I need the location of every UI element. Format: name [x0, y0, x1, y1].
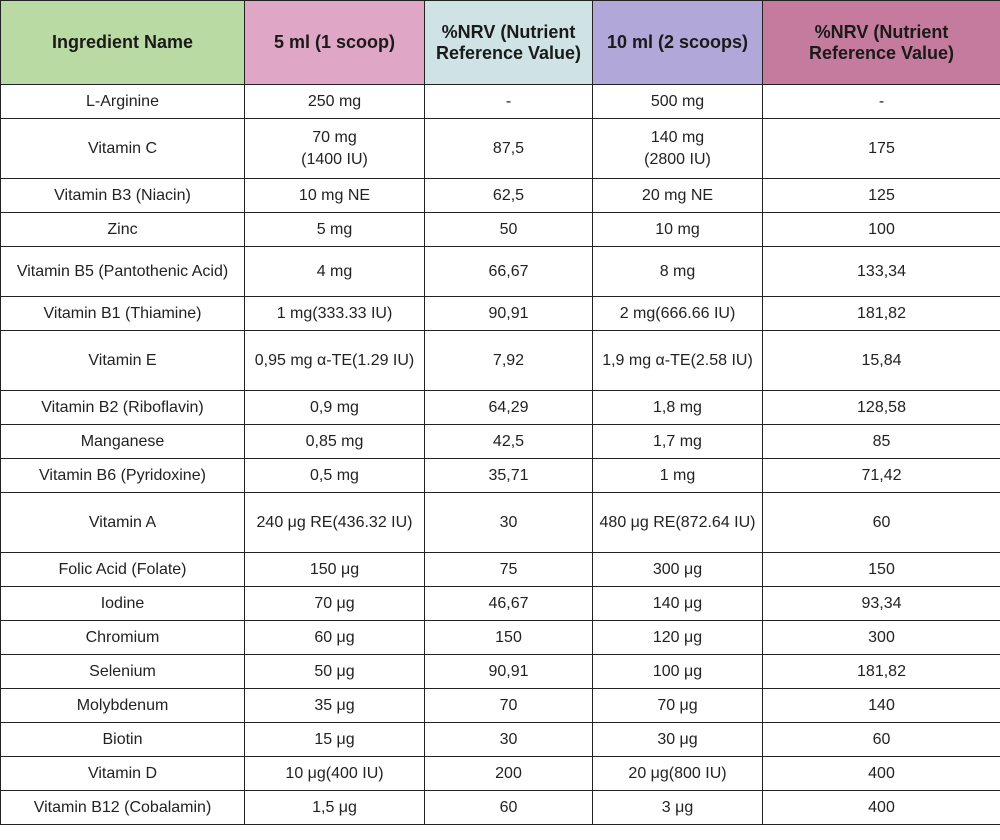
table-row [1, 425, 1000, 459]
dose-10ml-cell: 120 μg [593, 621, 763, 655]
dose-5ml-cell: 70 μg [245, 587, 425, 621]
dose-10ml-cell: 3 μg [593, 791, 763, 825]
nrv-10ml-cell: 150 [763, 553, 1000, 587]
dose-5ml-cell: 1,5 μg [245, 791, 425, 825]
table-row [1, 791, 1000, 825]
dose-5ml-cell: 50 μg [245, 655, 425, 689]
nrv-5ml-cell: 90,91 [425, 655, 593, 689]
ingredient-cell: Vitamin B6 (Pyridoxine) [1, 459, 245, 493]
header-5ml: 5 ml (1 scoop) [245, 1, 425, 85]
ingredient-cell: L-Arginine [1, 85, 245, 119]
nrv-10ml-cell: 300 [763, 621, 1000, 655]
dose-5ml-cell: 250 mg [245, 85, 425, 119]
nrv-10ml-cell: 85 [763, 425, 1000, 459]
nrv-10ml-cell: 60 [763, 493, 1000, 553]
ingredient-cell: Biotin [1, 723, 245, 757]
ingredient-cell: Molybdenum [1, 689, 245, 723]
table-row [1, 179, 1000, 213]
dose-5ml-cell: 35 μg [245, 689, 425, 723]
ingredient-cell: Manganese [1, 425, 245, 459]
nrv-5ml-cell: 70 [425, 689, 593, 723]
dose-10ml-cell: 300 μg [593, 553, 763, 587]
dose-10ml-cell: 2 mg(666.66 IU) [593, 297, 763, 331]
nrv-5ml-cell: 30 [425, 723, 593, 757]
table-row [1, 119, 1000, 179]
dose-10ml-cell: 140 μg [593, 587, 763, 621]
ingredient-cell: Vitamin D [1, 757, 245, 791]
ingredient-cell: Vitamin B2 (Riboflavin) [1, 391, 245, 425]
dose-10ml-cell: 10 mg [593, 213, 763, 247]
dose-5ml-cell: 10 mg NE [245, 179, 425, 213]
table-row [1, 459, 1000, 493]
table-row [1, 757, 1000, 791]
ingredient-cell: Chromium [1, 621, 245, 655]
dose-10ml-cell: 1,7 mg [593, 425, 763, 459]
table-row [1, 723, 1000, 757]
ingredient-cell: Zinc [1, 213, 245, 247]
ingredient-cell: Folic Acid (Folate) [1, 553, 245, 587]
nrv-10ml-cell: 400 [763, 757, 1000, 791]
nrv-10ml-cell: 175 [763, 119, 1000, 179]
ingredient-cell: Vitamin A [1, 493, 245, 553]
dose-5ml-cell: 10 μg(400 IU) [245, 757, 425, 791]
dose-10ml-cell: 1 mg [593, 459, 763, 493]
nrv-10ml-cell: 400 [763, 791, 1000, 825]
dose-10ml-cell: 1,9 mg α-TE(2.58 IU) [593, 331, 763, 391]
nrv-10ml-cell: 93,34 [763, 587, 1000, 621]
nrv-5ml-cell: 60 [425, 791, 593, 825]
dose-10ml-cell: 20 μg(800 IU) [593, 757, 763, 791]
header-row [1, 1, 1000, 85]
dose-5ml-cell: 4 mg [245, 247, 425, 297]
table-row [1, 621, 1000, 655]
nrv-5ml-cell: 62,5 [425, 179, 593, 213]
nrv-5ml-cell: 50 [425, 213, 593, 247]
nrv-5ml-cell: 90,91 [425, 297, 593, 331]
nrv-5ml-cell: 64,29 [425, 391, 593, 425]
dose-10ml-cell: 8 mg [593, 247, 763, 297]
header-ingredient-name: Ingredient Name [1, 1, 245, 85]
table-row [1, 213, 1000, 247]
nrv-5ml-cell: 46,67 [425, 587, 593, 621]
nrv-5ml-cell: 66,67 [425, 247, 593, 297]
table-body [1, 85, 1000, 825]
header-nrv-5ml: %NRV (Nutrient Reference Value) [425, 1, 593, 85]
nrv-10ml-cell: 125 [763, 179, 1000, 213]
table-row [1, 689, 1000, 723]
dose-10ml-cell: 20 mg NE [593, 179, 763, 213]
table-row [1, 655, 1000, 689]
nrv-10ml-cell: - [763, 85, 1000, 119]
dose-5ml-cell: 70 mg (1400 IU) [245, 119, 425, 179]
nrv-10ml-cell: 140 [763, 689, 1000, 723]
dose-5ml-cell: 0,85 mg [245, 425, 425, 459]
dose-10ml-cell: 100 μg [593, 655, 763, 689]
dose-5ml-cell: 0,5 mg [245, 459, 425, 493]
table-row [1, 553, 1000, 587]
nrv-5ml-cell: 75 [425, 553, 593, 587]
dose-5ml-cell: 0,95 mg α-TE(1.29 IU) [245, 331, 425, 391]
nrv-5ml-cell: 30 [425, 493, 593, 553]
table-row [1, 85, 1000, 119]
ingredient-cell: Vitamin E [1, 331, 245, 391]
ingredient-cell: Vitamin B1 (Thiamine) [1, 297, 245, 331]
nrv-10ml-cell: 15,84 [763, 331, 1000, 391]
nrv-10ml-cell: 128,58 [763, 391, 1000, 425]
dose-5ml-cell: 0,9 mg [245, 391, 425, 425]
dose-5ml-cell: 150 μg [245, 553, 425, 587]
nrv-10ml-cell: 100 [763, 213, 1000, 247]
nrv-5ml-cell: 42,5 [425, 425, 593, 459]
header-nrv-10ml: %NRV (Nutrient Reference Value) [763, 1, 1000, 85]
ingredient-cell: Selenium [1, 655, 245, 689]
nrv-5ml-cell: 7,92 [425, 331, 593, 391]
dose-10ml-cell: 140 mg (2800 IU) [593, 119, 763, 179]
nrv-5ml-cell: 35,71 [425, 459, 593, 493]
header-10ml: 10 ml (2 scoops) [593, 1, 763, 85]
dose-10ml-cell: 500 mg [593, 85, 763, 119]
ingredient-cell: Vitamin B12 (Cobalamin) [1, 791, 245, 825]
dose-10ml-cell: 70 μg [593, 689, 763, 723]
table-row [1, 587, 1000, 621]
ingredient-cell: Iodine [1, 587, 245, 621]
nrv-10ml-cell: 133,34 [763, 247, 1000, 297]
table-row [1, 493, 1000, 553]
ingredient-cell: Vitamin C [1, 119, 245, 179]
nrv-5ml-cell: - [425, 85, 593, 119]
dose-10ml-cell: 1,8 mg [593, 391, 763, 425]
nrv-5ml-cell: 87,5 [425, 119, 593, 179]
nrv-10ml-cell: 181,82 [763, 655, 1000, 689]
nrv-10ml-cell: 71,42 [763, 459, 1000, 493]
ingredient-cell: Vitamin B5 (Pantothenic Acid) [1, 247, 245, 297]
table-row [1, 247, 1000, 297]
table-row [1, 331, 1000, 391]
table-row [1, 297, 1000, 331]
nrv-5ml-cell: 200 [425, 757, 593, 791]
dose-5ml-cell: 60 μg [245, 621, 425, 655]
dose-5ml-cell: 240 μg RE(436.32 IU) [245, 493, 425, 553]
ingredient-cell: Vitamin B3 (Niacin) [1, 179, 245, 213]
nrv-5ml-cell: 150 [425, 621, 593, 655]
dose-5ml-cell: 5 mg [245, 213, 425, 247]
nrv-10ml-cell: 60 [763, 723, 1000, 757]
dose-10ml-cell: 480 μg RE(872.64 IU) [593, 493, 763, 553]
nrv-10ml-cell: 181,82 [763, 297, 1000, 331]
dose-10ml-cell: 30 μg [593, 723, 763, 757]
dose-5ml-cell: 1 mg(333.33 IU) [245, 297, 425, 331]
table-row [1, 391, 1000, 425]
dose-5ml-cell: 15 μg [245, 723, 425, 757]
